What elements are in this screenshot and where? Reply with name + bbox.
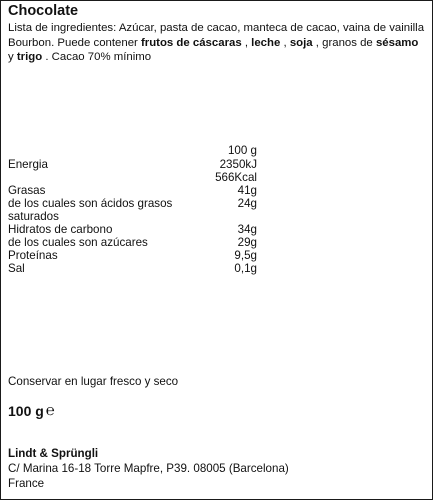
nutrition-row-label: Sal: [8, 262, 25, 275]
manufacturer-block: [8, 446, 289, 491]
nutrition-row-value: 41g: [237, 184, 257, 197]
nutrition-row-label: Grasas: [8, 184, 46, 197]
manufacturer-name: Lindt & Sprüngli: [8, 447, 99, 460]
net-weight-value: 100 g: [8, 402, 44, 419]
allergen-soy: soja: [289, 36, 313, 49]
nutrition-row-value: 34g: [237, 223, 257, 236]
energy-kj-value: 2350kJ: [219, 158, 257, 171]
nutrition-row-label: de los cuales son ácidos grasos: [8, 197, 173, 210]
manufacturer-country: France: [8, 477, 45, 490]
nutrition-row-value: 9,5g: [234, 249, 257, 262]
net-weight: [8, 402, 55, 419]
storage-instructions: Conservar en lugar fresco y seco: [8, 375, 179, 388]
energy-label: Energia: [8, 158, 48, 171]
nutrition-row-label: de los cuales son azúcares: [8, 236, 148, 249]
allergen-wheat: trigo: [16, 51, 43, 64]
energy-kcal-value: 566Kcal: [215, 171, 257, 184]
ingredients-text-part: ,: [241, 36, 252, 49]
ingredients-text-part: , granos de: [312, 36, 376, 49]
nutrition-row-label: Hidratos de carbono: [8, 223, 113, 236]
nutrition-row-label: Proteínas: [8, 249, 58, 262]
ingredients-text-part: ,: [280, 36, 290, 49]
nutrition-row-value: 24g: [237, 197, 257, 210]
nutrition-header: 100 g: [227, 144, 257, 157]
manufacturer-address: C/ Marina 16-18 Torre Mapfre, P39. 08005 (Barcelona): [8, 462, 289, 475]
nutrition-row-label: saturados: [8, 210, 59, 223]
allergen-nuts: frutos de cáscaras: [141, 36, 242, 49]
ingredients-text-part: Lista de ingredientes: Azúcar, pasta de cacao, manteca de cacao, vaina de vainilla Bourbon. Puede contener: [8, 22, 425, 49]
ingredients-text-part: . Cacao 70% mínimo: [42, 51, 152, 64]
ingredients-text: [8, 21, 426, 65]
allergen-sesame: sésamo: [375, 36, 419, 49]
estimated-sign-icon: ℮: [45, 402, 55, 419]
ingredients-text-part: y: [8, 51, 17, 64]
nutrition-row-value: 0,1g: [234, 262, 257, 275]
nutrition-row-value: 29g: [237, 236, 257, 249]
product-title: Chocolate: [8, 3, 79, 19]
allergen-milk: leche: [251, 36, 281, 49]
